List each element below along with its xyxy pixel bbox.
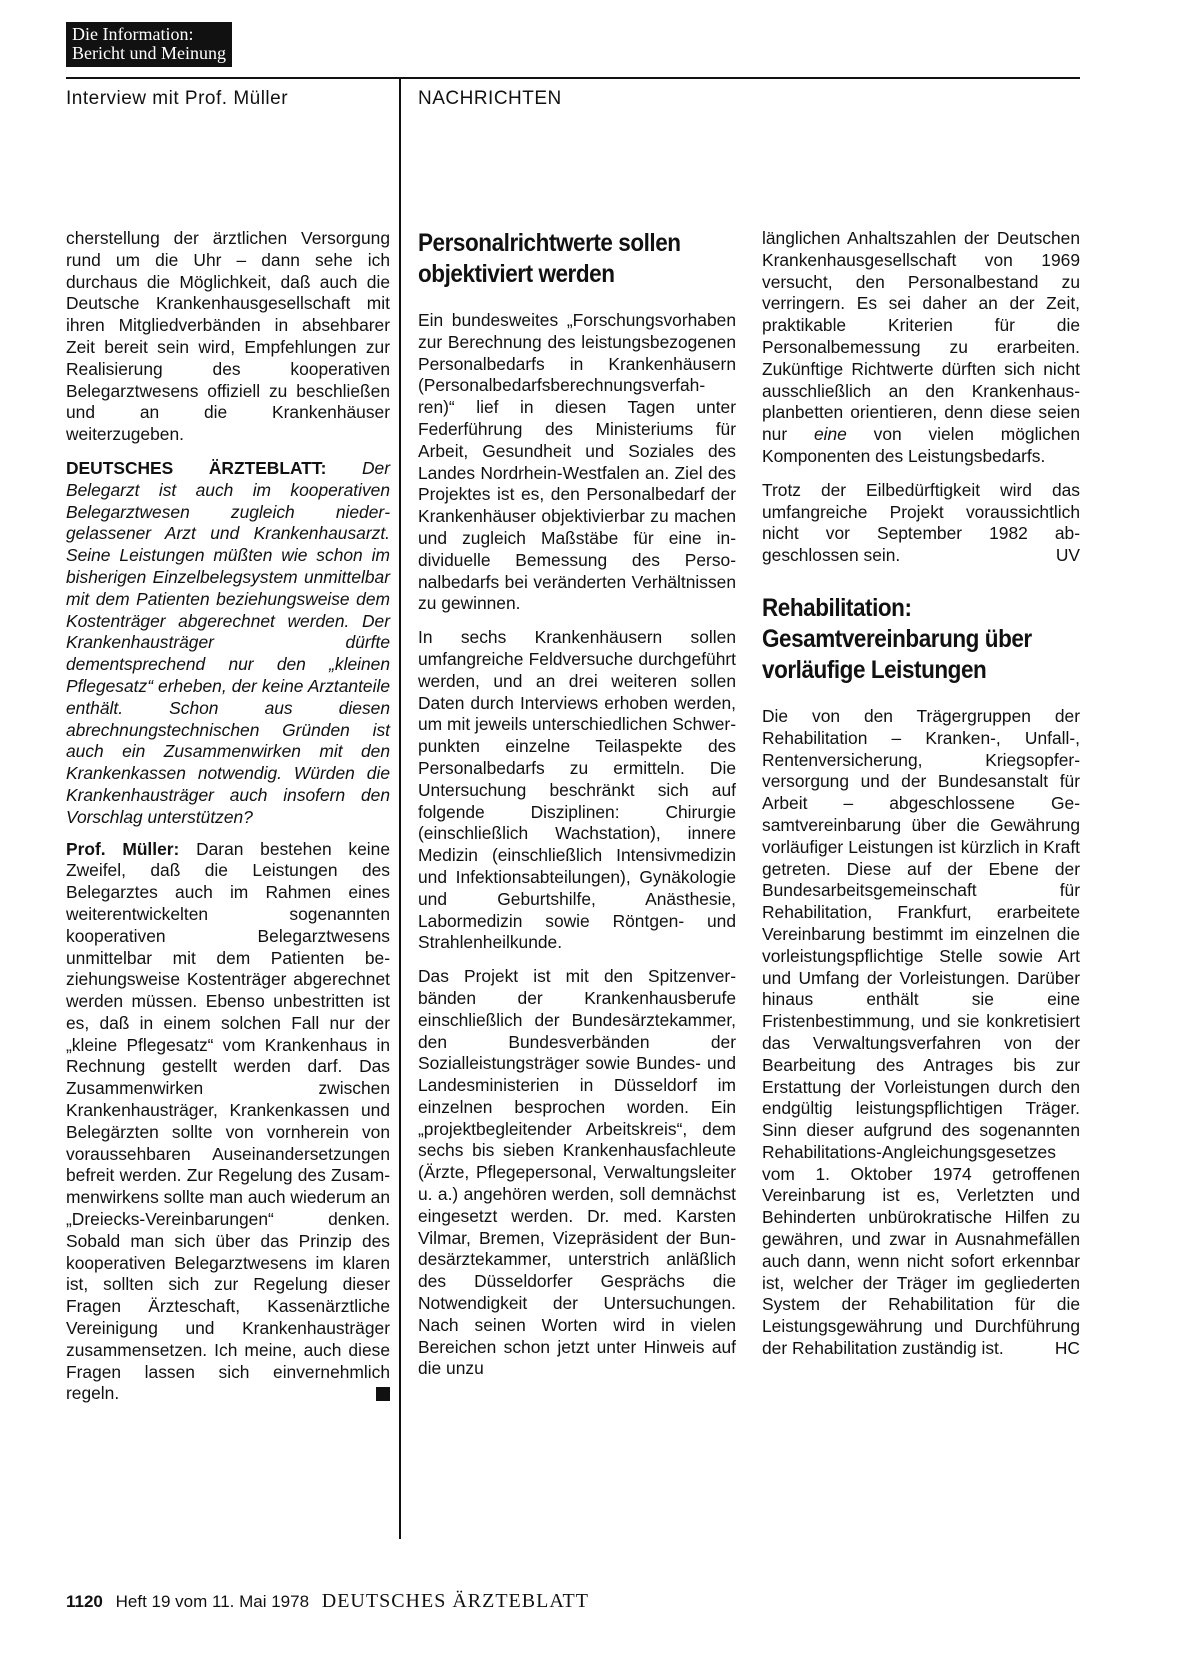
article1-headline: Personalrichtwerte sollen objektiviert werden: [418, 229, 681, 288]
answer-speaker: Prof. Müller:: [66, 838, 180, 859]
column-head-interview: Interview mit Prof. Müller: [66, 88, 289, 109]
article1-paragraph-4-text-b: von vielen möglichen Komponenten des Leistungsbedarfs.: [762, 424, 1081, 466]
magazine-name: DEUTSCHES ÄRZTEBLATT: [321, 1590, 589, 1612]
article1-paragraph-2: In sechs Krankenhäusern sollen umfangreiche Feldversuche durchgeführt werden, und an drei weiteren sollen Daten durch Interviews erhoben werden, um mit jeweils unterschiedlichen Schwerpunkten einzelne Teilaspekte des Personalbedarfs zu ermitteln. Die Untersuchung beschränkt sich auf folgende Disziplinen: Chirurgie (einschließlich Wachstation), innere Medizin (einschließlich Intensivmedizin und Infektionsabteilungen), Gynäkologie und Geburtshilfe, Anästhesie, Labormedizin sowie Röntgen- und Strahlenheilkunde.: [418, 627, 736, 953]
article1-paragraph-5: [762, 480, 1080, 567]
interview-question: [66, 458, 390, 829]
answer-text: Daran bestehen keine Zweifel, daß die Leistungen des Belegarztes auch im Rahmen eines weiterentwickelten sogenannten kooperativen Belegarztwesens unmittelbar mit dem Patienten beziehungsweise Kostenträger abgerechnet werden müssen. Ebenso unbestritten ist es, daß in einem solchen Fall nur der „kleine Pflegesatz“ vom Krankenhaus in Rechnung gestellt werden darf. Das Zusammenwirken zwischen Krankenhausträger, Krankenkassen und Belegärzten sollte von vornherein von voraussehbaren Auseinandersetzungen befreit werden. Zur Regelung des Zusammenwirkens sollte man auch wiederum an „Dreiecks-Vereinbarungen“ denken. Sobald man sich über das Prinzip des kooperativen Belegarztwesens im klaren ist, sollten sich zur Regelung dieser Fragen Ärzteschaft, Kassenärztliche Vereinigung und Krankenhausträger zusammensetzen. Ich meine, auch diese Fragen lassen sich einvernehmlich regeln.: [66, 838, 390, 1404]
article1-paragraph-4-text-a: länglichen Anhaltszahlen der Deutschen Krankenhausgesellschaft von 1969 versucht, den Personalbestand zu verringern. Es sei daher an der Zeit, praktikable Kriterien für die Personalbemessung zu erarbeiten. Zukünftige Richtwerte dürften sich nicht ausschließlich an den Krankenhausplanbetten orientieren, denn diese seien nur: [762, 228, 1080, 445]
page-footer: [66, 1590, 589, 1613]
article2-headline: Rehabilitation: Gesamtvereinbarung über vorläufige Leistungen: [762, 593, 1032, 684]
article2-paragraph-1-text: Die von den Trägergruppen der Rehabilitation – Kranken-, Unfall-, Rentenversicherung, Kriegsopferversorgung und der Bundesanstalt für Arbeit – abgeschlossene Gesamtvereinbarung über die Gewährung vorläufiger Leistungen ist kürzlich in Kraft getreten. Diese auf der Ebene der Bundesarbeitsgemeinschaft für Rehabilitation, Frankfurt, erarbeitete Vereinbarung bestimmt im einzelnen die vorleistungspflichtige Stelle sowie Art und Umfang der Vorleistungen. Darüber hinaus enthält sie eine Fristenbestimmung, und sie konkretisiert das Verwaltungsverfahren von der Bearbeitung des Antrages bis zur Erstattung der Vorleistungen durch den endgültig leistungspflichtigen Träger. Sinn dieser aufgrund des sogenannten Rehabilitations-Angleichungsgesetzes vom 1. Oktober 1974 getroffenen Vereinbarung ist es, Verletzten und Behinderten unbürokratische Hilfen zu gewähren, und zwar in Ausnahmefällen auch dann, wenn nicht sofort erkennbar ist, welcher der Träger im gegliederten System der Rehabilitation für die Leistungsgewährung und Durchführung der Rehabilitation zuständig ist.: [762, 705, 1080, 1359]
news-column-right: [762, 228, 1080, 1372]
column-head-news: NACHRICHTEN: [418, 88, 562, 109]
section-tag-line2: Bericht und Meinung: [72, 43, 226, 63]
article1-signature: UV: [1055, 545, 1080, 566]
article2-signature: HC: [1054, 1338, 1080, 1359]
question-speaker: DEUTSCHES ÄRZTEBLATT:: [66, 457, 327, 478]
article1-paragraph-3: Das Projekt ist mit den Spitzenverbänden der Krankenhausberufe einschließlich der Bundesärztekammer, den Bundesverbänden der Sozialleistungsträger sowie Bundes- und Landesministerien in Düsseldorf im einzelnen besprochen worden. Ein „projektbegleitender Arbeitskreis“, dem sechs bis sieben Krankenhausfachleute (Ärzte, Pflegepersonal, Verwaltungsleiter u. a.) angehören werden, soll demnächst eingesetzt werden. Dr. med. Karsten Vilmar, Bremen, Vizepräsident der Bundesärztekammer, unterstrich anläßlich des Düsseldorfer Gesprächs die Notwendigkeit der Untersuchungen. Nach seinen Worten wird in vielen Bereichen schon jetzt unter Hinweis auf die unzu: [418, 966, 736, 1379]
article1-emphasis: eine: [813, 424, 847, 445]
section-tag-line1: Die Information:: [72, 24, 194, 44]
article1-paragraph-4: [762, 228, 1080, 468]
question-text: Der Belegarzt ist auch im kooperativen Belegarztwesen zugleich niedergelassener Arzt und Krankenhausarzt. Seine Leistungen müßten wie schon im bisherigen Einzelbelegsystem unmittelbar mit dem Patienten beziehungsweise dem Kostenträger abgerechnet werden. Der Krankenhausträger dürfte dementsprechend nur den „kleinen Pflegesatz“ erheben, der keine Arztanteile enthält. Schon aus diesen abrechnungstechnischen Gründen ist auch ein Zusammenwirken mit den Krankenkassen notwendig. Würden die Krankenhausträger auch insofern den Vorschlag unterstützen?: [66, 457, 390, 827]
issue-info: Heft 19 vom 11. Mai 1978: [115, 1592, 310, 1611]
page-number: 1120: [66, 1592, 103, 1611]
article1-paragraph-1: Ein bundesweites „Forschungsvorhaben zur Berechnung des leistungsbezogenen Personalbedarfs in Krankenhäusern (Personalbedarfsberechnungsverfahren)“ lief in diesen Tagen unter Federführung des Ministeriums für Arbeit, Gesundheit und Soziales des Landes Nordrhein-Westfalen an. Ziel des Projektes ist es, den Personalbedarf der Krankenhäuser objektivierbar zu machen und zugleich Maßstäbe für eine individuelle Bemessung des Personalbedarfs bei veränderten Verhältnissen zu gewinnen.: [418, 310, 736, 614]
top-rule: [66, 77, 1080, 79]
column-divider: [399, 79, 401, 1539]
article2-paragraph-1: [762, 706, 1080, 1360]
article1-paragraph-5-text: Trotz der Eilbedürftigkeit wird das umfangreiche Projekt voraussichtlich nicht vor September 1982 abgeschlossen sein.: [762, 479, 1080, 566]
interview-answer: [66, 839, 390, 1406]
interview-column: [66, 228, 390, 1417]
end-mark-icon: [376, 1387, 390, 1401]
interview-paragraph: cherstellung der ärztlichen Versorgung rund um die Uhr – dann sehe ich durchaus die Möglichkeit, daß auch die Deutsche Krankenhausgesellschaft mit ihren Mitgliedverbänden in absehbarer Zeit bereit sein wird, Empfehlungen zur Realisierung des kooperativen Belegarztwesens offiziell zu beschließen und an die Krankenhäuser weiterzugeben.: [66, 228, 390, 445]
section-tag: [66, 22, 232, 67]
article-personalrichtwerte: [418, 228, 736, 1392]
